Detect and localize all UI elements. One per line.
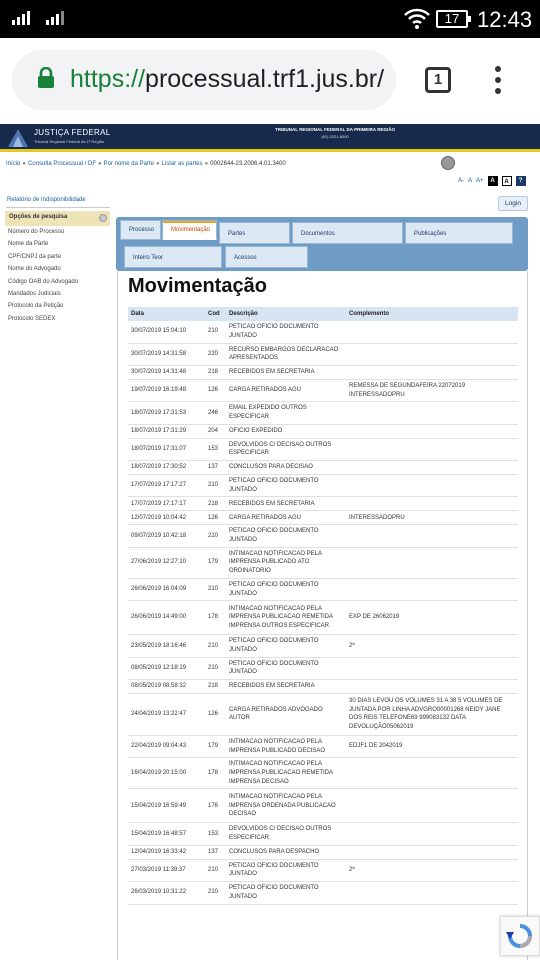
column-header-descricao: Descrição <box>226 307 346 321</box>
cell-cod: 220 <box>205 343 226 365</box>
tribunal-name: TRIBUNAL REGIONAL FEDERAL DA PRIMEIRA REGIÃO <box>275 127 395 132</box>
table-row <box>128 497 518 511</box>
cell-descricao: EMAIL EXPEDIDO OUTROS ESPECIFICAR <box>226 402 346 424</box>
cell-cod: 210 <box>205 657 226 679</box>
cell-data: 12/04/2019 16:33:42 <box>128 845 205 859</box>
cell-cod: 218 <box>205 365 226 379</box>
recaptcha-icon <box>501 917 539 955</box>
url-scheme: https:// <box>70 65 146 93</box>
cell-descricao: CARGA RETIRADOS AGU <box>226 511 346 525</box>
table-row <box>128 735 518 757</box>
breadcrumb-process-number: 0002644-23.2006.4.01.3400 <box>210 161 286 167</box>
wifi-icon <box>404 8 430 30</box>
cell-data: 26/03/2019 10:31:22 <box>128 882 205 904</box>
table-row <box>128 321 518 343</box>
cell-data: 15/04/2019 16:59:49 <box>128 789 205 823</box>
cell-cod: 126 <box>205 511 226 525</box>
address-bar[interactable] <box>12 50 396 110</box>
cell-complemento: 2ª <box>346 859 518 881</box>
table-row <box>128 525 518 547</box>
cell-cod: 137 <box>205 845 226 859</box>
column-header-cod: Cod <box>205 307 226 321</box>
table-row <box>128 789 518 823</box>
help-icon[interactable] <box>441 156 455 170</box>
tab-documentos[interactable]: Documentos <box>292 222 403 244</box>
breadcrumb <box>6 161 286 167</box>
cell-cod: 204 <box>205 424 226 438</box>
tab-acessos[interactable]: Acessos <box>225 246 308 268</box>
tribunal-phone: (61) 3221-6000 <box>321 134 349 139</box>
cell-data: 26/06/2019 16:04:09 <box>128 578 205 600</box>
cell-cod: 178 <box>205 758 226 789</box>
cell-data: 26/06/2019 14:49:00 <box>128 601 205 635</box>
url-text[interactable] <box>70 65 384 94</box>
cell-data: 17/07/2019 17:17:17 <box>128 497 205 511</box>
cell-complemento <box>346 475 518 497</box>
logo-subtitle: Tribunal Regional Federal da 1ª Região <box>34 139 105 144</box>
table-row <box>128 424 518 438</box>
cell-descricao: DEVOLVIDOS C/ DECISAO OUTROS ESPECIFICAR <box>226 823 346 845</box>
search-options-sidebar <box>5 211 110 325</box>
cell-descricao: INTIMACAO NOTIFICACAO PELA IMPRENSA ORDENADA PUBLICACAO DECISAO <box>226 789 346 823</box>
cell-complemento: 2ª <box>346 635 518 657</box>
cell-cod: 210 <box>205 635 226 657</box>
cell-complemento <box>346 424 518 438</box>
cell-descricao: RECEBIDOS EM SECRETARIA <box>226 365 346 379</box>
tab-bar <box>116 217 528 271</box>
cell-cod: 218 <box>205 497 226 511</box>
cell-complemento <box>346 438 518 460</box>
cell-cod: 176 <box>205 789 226 823</box>
cell-descricao: PETICAO OFICIO DOCUMENTO JUNTADO <box>226 859 346 881</box>
cell-descricao: CARGA RETIRADOS AGU <box>226 379 346 401</box>
cell-descricao: RECEBIDOS EM SECRETARIA <box>226 679 346 693</box>
cell-cod: 210 <box>205 475 226 497</box>
cell-descricao: INTIMACAO NOTIFICACAO PELA IMPRENSA PUBLICADO DECISAO <box>226 735 346 757</box>
cell-complemento <box>346 823 518 845</box>
font-increase-button[interactable]: A+ <box>476 178 484 184</box>
cell-data: 18/07/2019 17:30:52 <box>128 461 205 475</box>
justica-federal-logo[interactable] <box>6 127 126 149</box>
movements-table <box>128 307 518 905</box>
cell-complemento: REMESSA DE SEGUNDAFEIRA 22072019 INTERESSADOPRU <box>346 379 518 401</box>
contrast-dark-button[interactable]: A <box>488 176 498 186</box>
font-decrease-button[interactable]: A- <box>458 178 464 184</box>
cell-descricao: PETICAO OFICIO DOCUMENTO JUNTADO <box>226 525 346 547</box>
table-row <box>128 461 518 475</box>
cell-descricao: INTIMACAO NOTIFICACAO PELA IMPRENSA PUBLICACAO REMETIDA IMPRENSA DECISAO <box>226 758 346 789</box>
cell-cod: 218 <box>205 679 226 693</box>
relatorio-link[interactable]: Relatório de Indisponibilidade <box>7 197 86 203</box>
cell-complemento <box>346 402 518 424</box>
table-header-row <box>128 307 518 321</box>
login-button[interactable]: Login <box>498 196 528 211</box>
site-header <box>0 124 540 152</box>
font-controls <box>458 176 526 186</box>
table-row <box>128 758 518 789</box>
table-row <box>128 475 518 497</box>
table-row <box>128 859 518 881</box>
cell-data: 18/07/2019 17:31:29 <box>128 424 205 438</box>
cell-cod: 210 <box>205 882 226 904</box>
tab-publicacoes[interactable]: Publicações <box>405 222 513 244</box>
table-body <box>128 321 518 904</box>
cell-cod: 153 <box>205 438 226 460</box>
table-row <box>128 365 518 379</box>
sidebar-item-codigo-oab[interactable]: Código OAB do Advogado <box>8 278 79 285</box>
cell-complemento <box>346 343 518 365</box>
table-row <box>128 601 518 635</box>
cell-complemento <box>346 578 518 600</box>
logo-name: JUSTIÇA FEDERAL <box>34 128 111 137</box>
table-row <box>128 657 518 679</box>
breadcrumb-nome-parte[interactable]: Por nome da Parte <box>103 161 154 167</box>
cell-descricao: CONCLUSOS PARA DESPACHO <box>226 845 346 859</box>
lock-icon <box>37 67 55 89</box>
table-row <box>128 882 518 904</box>
cell-data: 27/06/2019 12:27:10 <box>128 547 205 578</box>
cell-data: 16/04/2019 20:15:00 <box>128 758 205 789</box>
sidebar-item-numero-processo[interactable]: Número do Processo <box>8 229 65 235</box>
cell-descricao: PETICAO OFICIO DOCUMENTO JUNTADO <box>226 657 346 679</box>
cell-descricao: PETICAO OFICIO DOCUMENTO JUNTADO <box>226 578 346 600</box>
status-bar <box>0 0 540 38</box>
cell-descricao: RECURSO EMBARGOS DECLARACAO APRESENTADOS <box>226 343 346 365</box>
cell-data: 15/04/2019 16:48:57 <box>128 823 205 845</box>
breadcrumb-inicio[interactable]: Início <box>6 161 21 167</box>
cell-complemento <box>346 525 518 547</box>
cell-descricao: PETICAO OFICIO DOCUMENTO JUNTADO <box>226 882 346 904</box>
cell-cod: 137 <box>205 461 226 475</box>
cell-cod: 178 <box>205 601 226 635</box>
cell-complemento: 30 DIAS LEVOU OS VOLUMES 31 A 38 5 VOLUMES DE JUNTADA POR LINHA ADVGRO00001268 NEIDY JANE DOS REIS TELEFONE69 999083132 DATA DEVOLUÇÃO05062019 <box>346 693 518 735</box>
cell-cod: 153 <box>205 823 226 845</box>
cell-complemento <box>346 882 518 904</box>
cell-descricao: CARGA RETIRADOS ADVOGADO AUTOR <box>226 693 346 735</box>
cell-complemento <box>346 845 518 859</box>
sidebar-item-mandados[interactable]: Mandados Judiciais <box>8 290 61 297</box>
signal-icon <box>12 11 30 25</box>
cell-cod: 210 <box>205 321 226 343</box>
cell-complemento: INTERESSADOPRU <box>346 511 518 525</box>
cell-data: 18/07/2019 17:31:07 <box>128 438 205 460</box>
main-content <box>117 271 528 960</box>
tab-inteiro-teor[interactable]: Inteiro Teor <box>124 246 222 268</box>
cell-complemento <box>346 657 518 679</box>
cell-data: 27/03/2019 11:39:37 <box>128 859 205 881</box>
cell-data: 30/07/2019 14:31:58 <box>128 343 205 365</box>
cell-descricao: INTIMACAO NOTIFICACAO PELA IMPRENSA PUBLICADO ATO ORDINATORIO <box>226 547 346 578</box>
overflow-menu-icon[interactable] <box>494 66 502 96</box>
table-row <box>128 547 518 578</box>
tab-partes[interactable]: Partes <box>219 222 290 244</box>
cell-data: 22/04/2019 09:04:43 <box>128 735 205 757</box>
sidebar-item-cpf-cnpj[interactable]: CPF/CNPJ da parte <box>8 253 62 260</box>
cell-cod: 210 <box>205 859 226 881</box>
cell-descricao: INTIMACAO NOTIFICACAO PELA IMPRENSA PUBLICACAO REMETIDA IMPRENSA OUTROS ESPECIFICAR <box>226 601 346 635</box>
cell-descricao: RECEBIDOS EM SECRETARIA <box>226 497 346 511</box>
cell-cod: 210 <box>205 578 226 600</box>
cell-complemento <box>346 365 518 379</box>
sidebar-item-nome-advogado[interactable]: Nome do Advogado <box>8 266 61 273</box>
cell-complemento <box>346 789 518 823</box>
cell-complemento: EXP DE 26062019 <box>346 601 518 635</box>
breadcrumb-separator: ● <box>204 161 209 167</box>
cell-data: 30/07/2019 15:04:10 <box>128 321 205 343</box>
table-row <box>128 845 518 859</box>
cell-data: 09/07/2019 10:42:18 <box>128 525 205 547</box>
cell-complemento: EDJF1 DE 2042019 <box>346 735 518 757</box>
table-row <box>128 823 518 845</box>
logo-mark-icon <box>8 129 28 147</box>
collapse-icon[interactable] <box>99 214 107 222</box>
cell-descricao: OFICIO EXPEDIDO <box>226 424 346 438</box>
cell-data: 30/07/2019 14:31:48 <box>128 365 205 379</box>
tab-processo[interactable]: Processo <box>120 220 161 240</box>
clock: 12:43 <box>477 7 533 32</box>
breadcrumb-separator: ● <box>156 161 160 167</box>
sidebar-item-protocolo-sedex[interactable]: Protocolo SEDEX <box>8 315 56 322</box>
sidebar-item-protocolo-peticao[interactable]: Protocolo da Petição <box>8 303 64 310</box>
page-title: Movimentação <box>128 275 267 297</box>
tab-switcher-button[interactable]: 1 <box>425 67 451 93</box>
cell-cod: 179 <box>205 547 226 578</box>
recaptcha-badge[interactable] <box>500 916 540 956</box>
cell-complemento <box>346 547 518 578</box>
cell-data: 08/05/2019 12:18:19 <box>128 657 205 679</box>
cell-data: 12/07/2019 10:04:42 <box>128 511 205 525</box>
cell-complemento <box>346 321 518 343</box>
cell-cod: 179 <box>205 735 226 757</box>
cell-descricao: PETICAO OFICIO DOCUMENTO JUNTADO <box>226 475 346 497</box>
breadcrumb-separator: ● <box>22 161 26 167</box>
cell-data: 23/05/2019 18:16:46 <box>128 635 205 657</box>
cell-complemento <box>346 679 518 693</box>
signal-icon-2 <box>46 11 64 25</box>
cell-descricao: CONCLUSOS PARA DECISAO <box>226 461 346 475</box>
cell-complemento <box>346 461 518 475</box>
cell-data: 08/05/2019 08:58:32 <box>128 679 205 693</box>
table-row <box>128 402 518 424</box>
url-host: processual.trf1.jus.br/ <box>145 65 385 93</box>
cell-cod: 210 <box>205 525 226 547</box>
column-header-data: Data <box>128 307 205 321</box>
cell-cod: 126 <box>205 693 226 735</box>
divider <box>6 207 110 208</box>
table-row <box>128 693 518 735</box>
sidebar-title-text: Opções de pesquisa <box>9 214 68 220</box>
cell-descricao: DEVOLVIDOS C/ DECISAO OUTROS ESPECIFICAR <box>226 438 346 460</box>
battery-icon: 17 <box>436 10 468 28</box>
accessibility-help-button[interactable]: ? <box>516 176 526 186</box>
cell-complemento <box>346 497 518 511</box>
cell-cod: 126 <box>205 379 226 401</box>
browser-toolbar <box>0 38 540 124</box>
cell-data: 24/04/2019 13:22:47 <box>128 693 205 735</box>
tab-movimentacao[interactable]: Movimentação <box>162 220 217 240</box>
breadcrumb-listar[interactable]: Listar as partes <box>161 161 203 167</box>
table-row <box>128 379 518 401</box>
breadcrumb-separator: ● <box>98 161 102 167</box>
table-row <box>128 511 518 525</box>
font-normal-button[interactable]: A <box>468 178 473 184</box>
sidebar-title[interactable] <box>5 211 110 226</box>
cell-complemento <box>346 758 518 789</box>
breadcrumb-consulta[interactable]: Consulta Processual / DF <box>27 161 96 167</box>
contrast-light-button[interactable]: A <box>502 176 512 186</box>
cell-data: 18/07/2019 17:31:53 <box>128 402 205 424</box>
sidebar-item-nome-parte[interactable]: Nome da Parte <box>8 241 49 248</box>
table-row <box>128 679 518 693</box>
cell-data: 17/07/2019 17:17:27 <box>128 475 205 497</box>
cell-descricao: PETICAO OFICIO DOCUMENTO JUNTADO <box>226 635 346 657</box>
cell-descricao: PETICAO OFICIO DOCUMENTO JUNTADO <box>226 321 346 343</box>
table-row <box>128 343 518 365</box>
table-row <box>128 635 518 657</box>
table-row <box>128 438 518 460</box>
column-header-complemento: Complemento <box>346 307 518 321</box>
table-row <box>128 578 518 600</box>
cell-cod: 246 <box>205 402 226 424</box>
cell-data: 19/07/2019 16:19:48 <box>128 379 205 401</box>
